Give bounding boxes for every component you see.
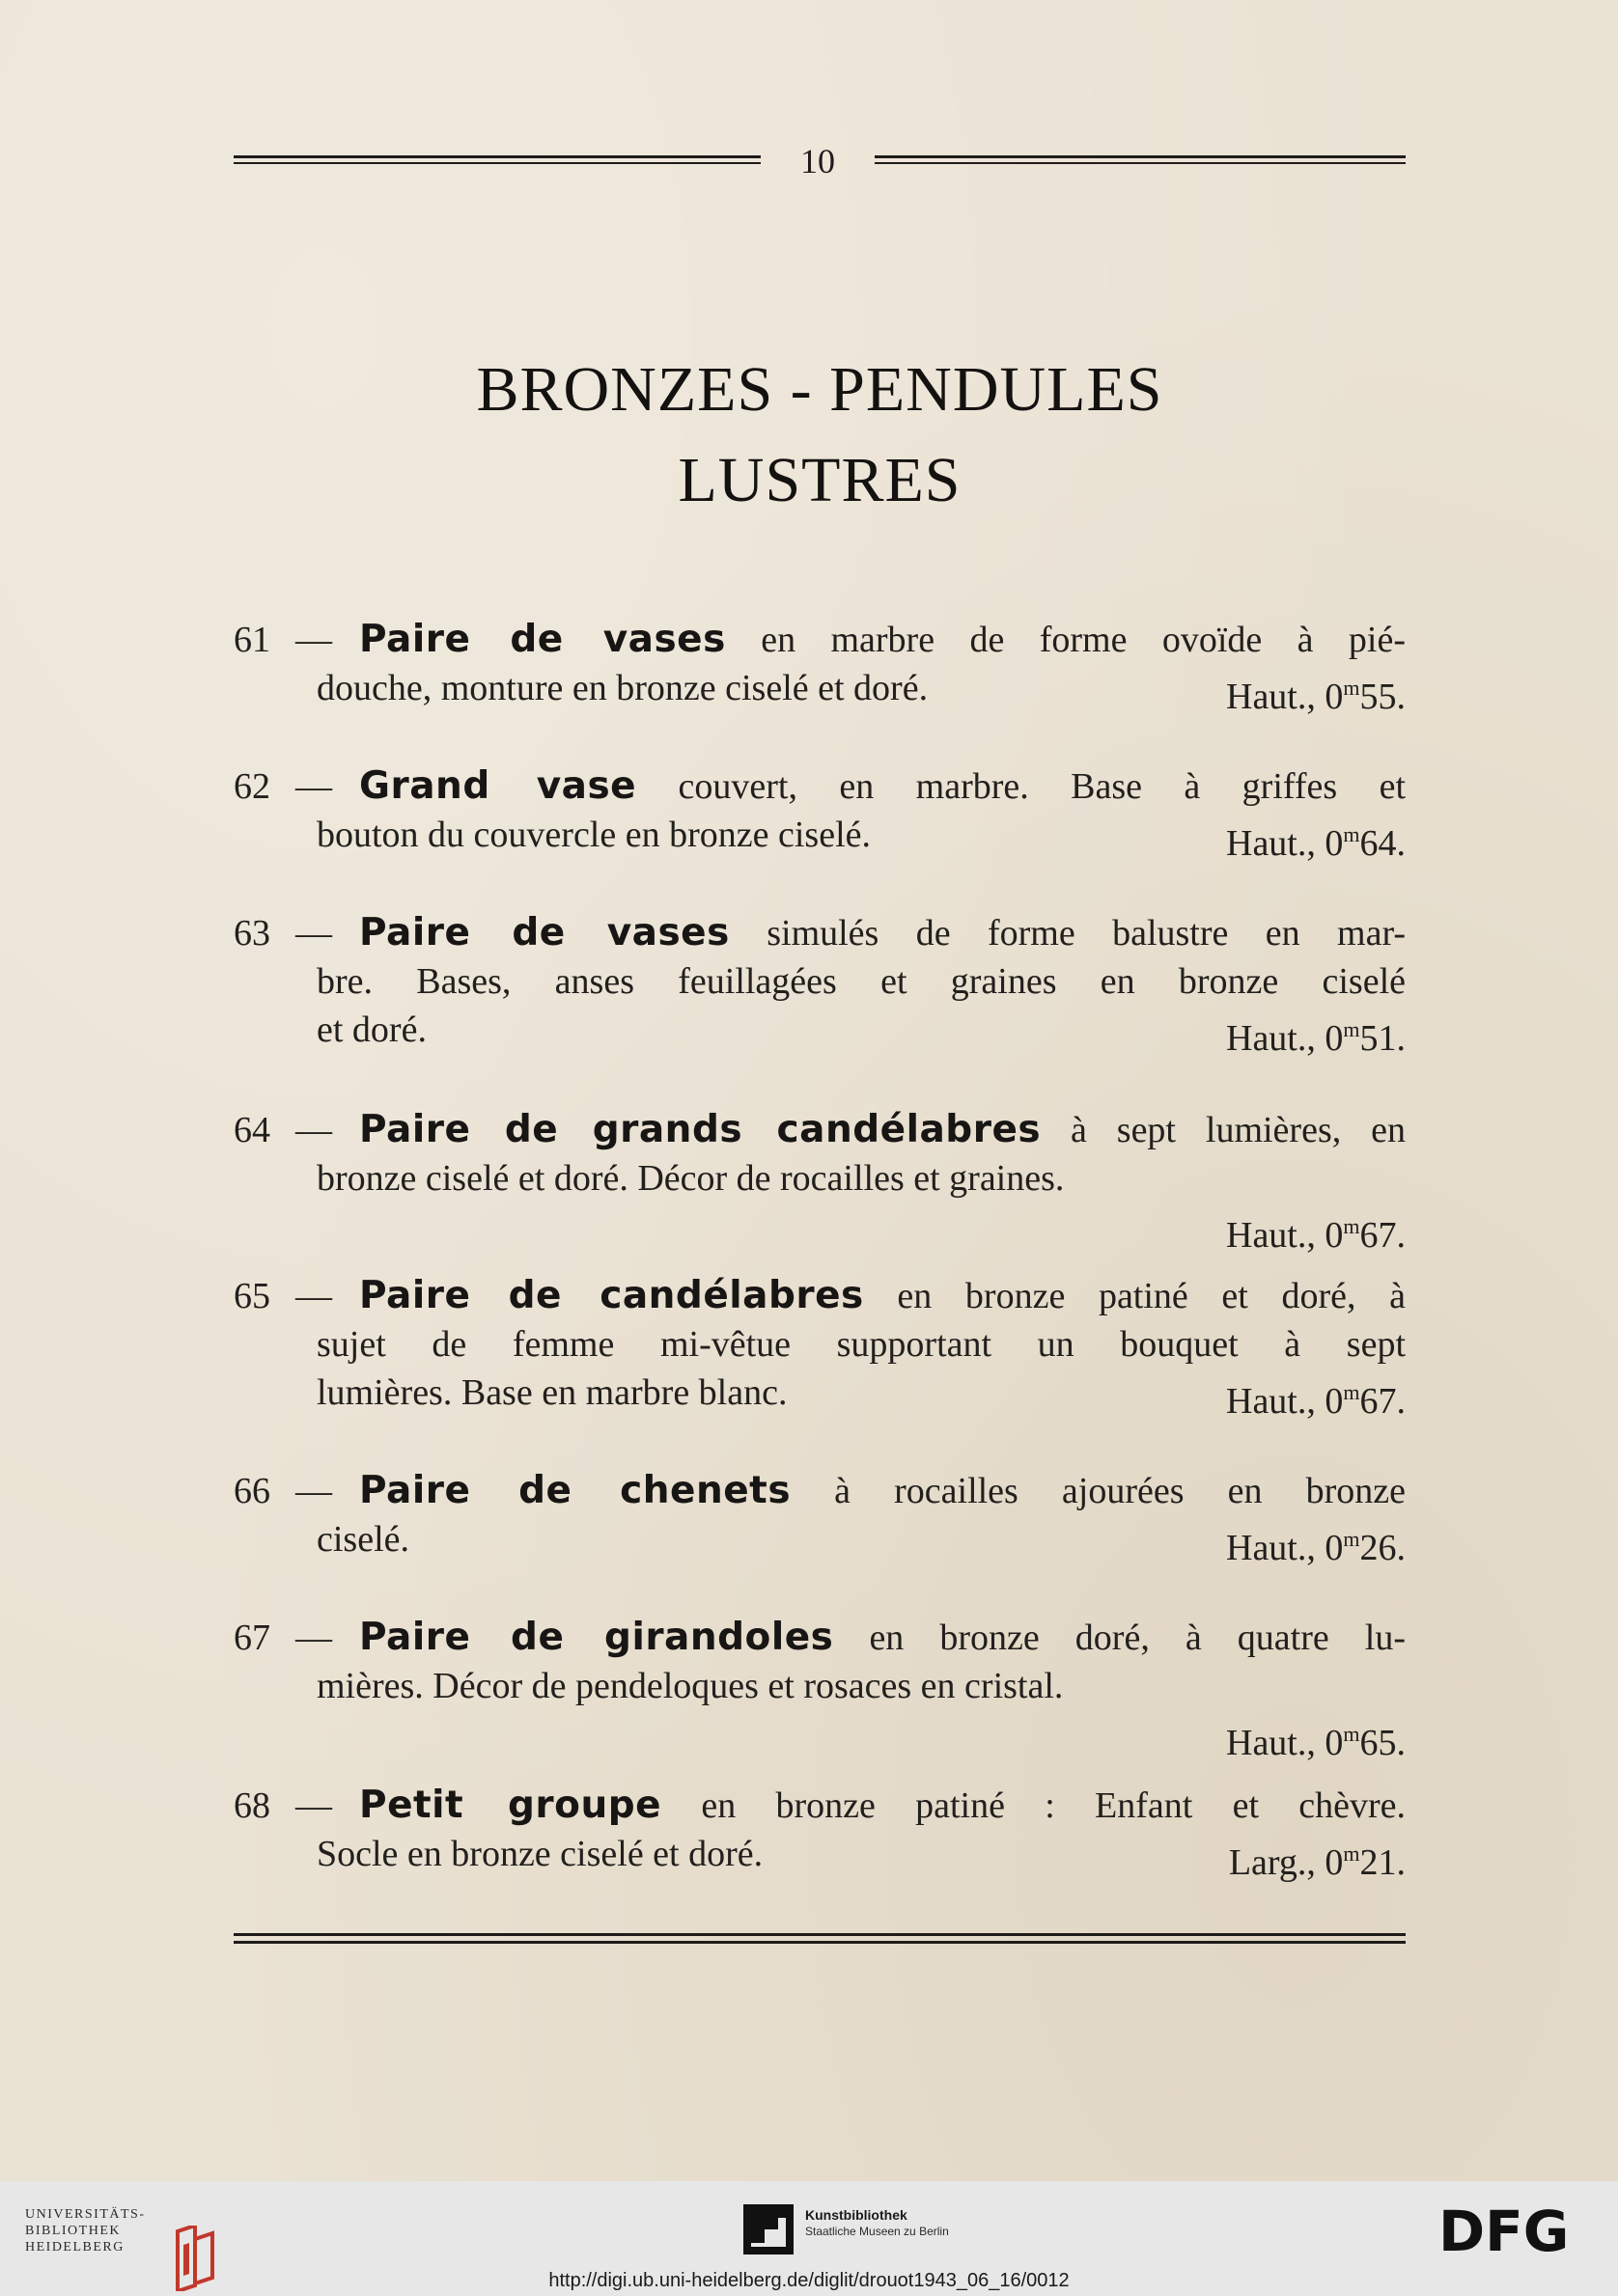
lot-name: Paire de vases bbox=[359, 911, 730, 954]
lot-number: 67 bbox=[234, 1618, 270, 1658]
lot-dimension: Haut., 0$^m$65. bbox=[1226, 1722, 1406, 1763]
lot-continuation: Socle en bronze ciselé et doré. bbox=[317, 1834, 764, 1874]
lot-first-line bbox=[234, 1272, 1406, 1320]
lot-dimension: Haut., 0$^m$67. bbox=[1226, 1214, 1406, 1256]
lot-dash: — bbox=[295, 1276, 332, 1316]
lot-continuation: bronze ciselé et doré. Décor de rocailles et graines. bbox=[317, 1158, 1065, 1199]
lot-line bbox=[234, 811, 1406, 864]
lot-number: 62 bbox=[234, 766, 270, 807]
lot-first-text bbox=[359, 1467, 1406, 1515]
lot-entry-67 bbox=[234, 1614, 1407, 1763]
lot-entry-63 bbox=[234, 909, 1407, 1059]
lot-number: 68 bbox=[234, 1785, 270, 1826]
lot-name: Paire de candélabres bbox=[359, 1274, 864, 1317]
lot-first-text bbox=[359, 1272, 1406, 1320]
lot-first-text bbox=[359, 1106, 1406, 1154]
lot-first-text bbox=[359, 909, 1406, 957]
bottom-rule bbox=[234, 1933, 1406, 1945]
lot-entry-62 bbox=[234, 762, 1406, 864]
lot-description: en bronze patiné : Enfant et chèvre. bbox=[661, 1785, 1407, 1826]
lot-line bbox=[234, 1662, 1406, 1710]
lot-description: en marbre de forme ovoïde à pié- bbox=[725, 620, 1406, 660]
uni-line-1: UNIVERSITÄTS- bbox=[25, 2207, 146, 2222]
lot-continuation: ciselé. bbox=[317, 1519, 410, 1560]
lot-dash: — bbox=[295, 1110, 332, 1150]
lot-line bbox=[234, 1830, 1406, 1883]
lot-first-text bbox=[359, 616, 1406, 664]
lot-number: 64 bbox=[234, 1110, 270, 1150]
lot-line bbox=[234, 664, 1406, 717]
permalink-url[interactable]: http://digi.ub.uni-heidelberg.de/diglit/drouot1943_06_16/0012 bbox=[548, 2270, 1070, 2291]
lot-entry-65 bbox=[234, 1272, 1407, 1422]
lot-continuation: mières. Décor de pendeloques et rosaces en cristal. bbox=[317, 1666, 1064, 1706]
lot-entry-61 bbox=[234, 616, 1406, 717]
lot-first-line bbox=[234, 1467, 1406, 1515]
lot-description: à rocailles ajourées en bronze bbox=[791, 1471, 1406, 1511]
lot-dimension: Larg., 0$^m$21. bbox=[1228, 1841, 1406, 1883]
lot-entry-66 bbox=[234, 1467, 1406, 1568]
lot-name: Petit groupe bbox=[359, 1784, 662, 1827]
lot-name: Paire de chenets bbox=[359, 1469, 792, 1512]
lot-entry-68 bbox=[234, 1782, 1407, 1883]
uni-line-2: BIBLIOTHEK bbox=[25, 2224, 121, 2238]
lot-description: à sept lumières, en bbox=[1041, 1110, 1406, 1150]
lot-description: couvert, en marbre. Base à griffes et bbox=[636, 766, 1406, 807]
lot-line bbox=[234, 1369, 1406, 1422]
lot-description: simulés de forme balustre en mar- bbox=[729, 913, 1407, 954]
dfg-text: DFG bbox=[1438, 2200, 1570, 2258]
lot-continuation: douche, monture en bronze ciselé et doré. bbox=[317, 668, 929, 708]
lot-number: 61 bbox=[234, 620, 270, 660]
lot-line bbox=[234, 1515, 1406, 1568]
lot-first-text bbox=[359, 1782, 1406, 1830]
lot-name: Grand vase bbox=[359, 764, 637, 808]
section-title: BRONZES - PENDULES bbox=[476, 354, 1163, 425]
lot-dimension: Haut., 0$^m$26. bbox=[1226, 1527, 1406, 1568]
lot-dash: — bbox=[295, 913, 332, 954]
heidelberg-library-logo[interactable] bbox=[25, 2206, 199, 2255]
dfg-logo[interactable] bbox=[1438, 2200, 1593, 2258]
uni-line-3: HEIDELBERG bbox=[25, 2240, 125, 2255]
lot-line bbox=[234, 1154, 1406, 1203]
lot-description: en bronze patiné et doré, à bbox=[863, 1276, 1407, 1316]
section-subtitle: LUSTRES bbox=[678, 445, 962, 515]
lot-number: 63 bbox=[234, 913, 270, 954]
lot-continuation: et doré. bbox=[317, 1010, 427, 1050]
lot-continuation: lumières. Base en marbre blanc. bbox=[317, 1372, 788, 1413]
lot-number: 65 bbox=[234, 1276, 270, 1316]
header-rule-left bbox=[234, 155, 761, 165]
lot-dash: — bbox=[295, 766, 332, 807]
lot-name: Paire de grands candélabres bbox=[359, 1108, 1042, 1151]
lot-first-line bbox=[234, 1782, 1406, 1830]
lot-dash: — bbox=[295, 1471, 332, 1511]
digitization-footer bbox=[0, 2181, 1618, 2296]
lot-number: 66 bbox=[234, 1471, 270, 1511]
kunstbibliothek-title: Kunstbibliothek bbox=[805, 2207, 907, 2223]
lot-dash: — bbox=[295, 1618, 332, 1658]
lot-first-line bbox=[234, 1614, 1406, 1662]
kunstbibliothek-text bbox=[805, 2206, 949, 2239]
lot-name: Paire de vases bbox=[359, 618, 726, 661]
lot-line bbox=[234, 1006, 1406, 1059]
lot-line bbox=[234, 1203, 1406, 1256]
lot-line bbox=[234, 957, 1406, 1006]
kunstbibliothek-subtitle: Staatliche Museen zu Berlin bbox=[805, 2225, 949, 2238]
lot-description: en bronze doré, à quatre lu- bbox=[833, 1618, 1407, 1658]
header-rule-right bbox=[875, 155, 1406, 165]
lot-entry-64 bbox=[234, 1106, 1406, 1256]
lot-line bbox=[234, 1320, 1406, 1369]
lot-name: Paire de girandoles bbox=[359, 1616, 834, 1659]
lot-line bbox=[234, 1710, 1406, 1763]
lot-first-text bbox=[359, 1614, 1406, 1662]
lot-first-line bbox=[234, 1106, 1406, 1154]
lot-dimension: Haut., 0$^m$51. bbox=[1226, 1017, 1406, 1059]
page-number: 10 bbox=[800, 142, 835, 180]
lot-first-line bbox=[234, 762, 1406, 811]
lot-first-text bbox=[359, 762, 1406, 811]
lot-dimension: Haut., 0$^m$67. bbox=[1226, 1380, 1406, 1422]
lot-continuation: sujet de femme mi-vêtue supportant un bouquet à sept bbox=[317, 1324, 1406, 1365]
lot-continuation: bouton du couvercle en bronze ciselé. bbox=[317, 815, 871, 855]
lot-continuation: bre. Bases, anses feuillagées et graines en bronze ciselé bbox=[317, 961, 1406, 1002]
page-header bbox=[234, 140, 1406, 182]
lot-first-line bbox=[234, 616, 1406, 664]
lot-dash: — bbox=[295, 1785, 332, 1826]
lot-dimension: Haut., 0$^m$55. bbox=[1226, 676, 1406, 717]
lot-dash: — bbox=[295, 620, 332, 660]
lot-first-line bbox=[234, 909, 1406, 957]
kunstbibliothek-emblem-icon bbox=[743, 2204, 794, 2255]
lot-dimension: Haut., 0$^m$64. bbox=[1226, 822, 1406, 864]
